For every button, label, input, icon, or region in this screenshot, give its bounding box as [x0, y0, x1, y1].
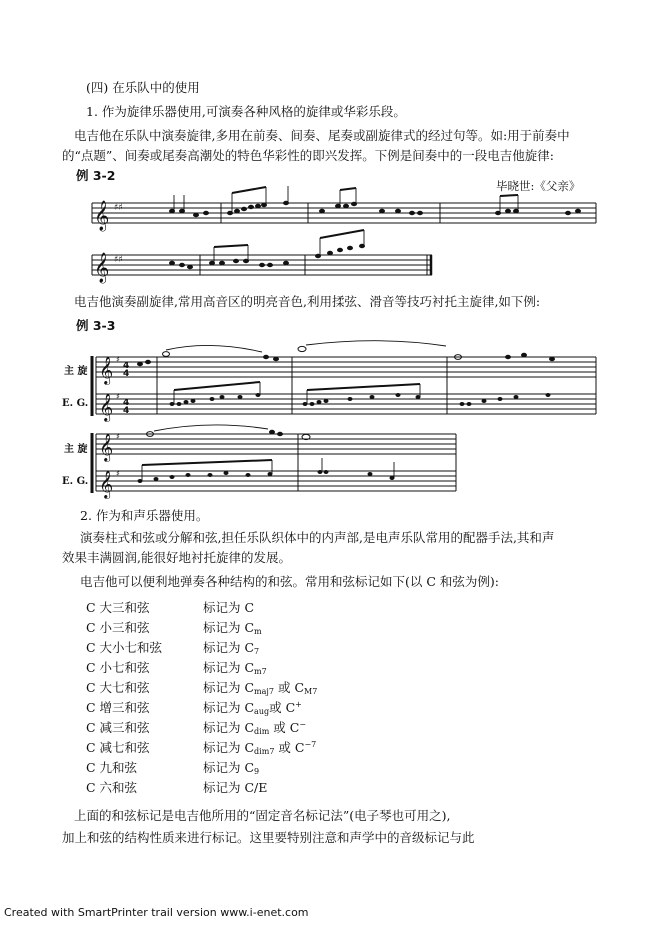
- chord-mark: 标记为 C: [203, 600, 255, 615]
- svg-text:𝄞: 𝄞: [94, 201, 110, 231]
- chord-name: C 九和弦: [86, 760, 138, 775]
- chord-mark: 标记为 $C_7$: [203, 640, 260, 656]
- chord-name: C 小七和弦: [86, 660, 150, 675]
- chord-mark: 标记为 $C_{aug}$或 C+: [203, 700, 302, 716]
- chord-name: C 小三和弦: [86, 620, 150, 635]
- example-1-source: 毕晓世:《父亲》: [496, 179, 581, 193]
- paragraph-4: 电吉他可以便利地弹奏各种结构的和弦。常用和弦标记如下(以 C 和弦为例):: [80, 574, 499, 589]
- chord-name: C 增三和弦: [86, 700, 150, 715]
- paragraph-1-line-1: 电吉他在乐队中演奏旋律,多用在前奏、间奏、尾奏或副旋律式的经过句等。如:用于前奏中: [74, 128, 570, 143]
- chord-name: C 减七和弦: [86, 740, 150, 755]
- chord-mark: 标记为 $C_{dim}$ 或 C−: [203, 720, 307, 736]
- staff-label-eg-2: E. G.: [62, 476, 89, 487]
- svg-text:♯: ♯: [116, 469, 120, 478]
- chord-mark: 标记为 $C_{m7}$: [203, 660, 267, 676]
- svg-text:♯♯: ♯♯: [114, 255, 123, 265]
- svg-text:4: 4: [123, 398, 130, 408]
- svg-text:𝄞: 𝄞: [99, 356, 114, 384]
- svg-text:𝄞: 𝄞: [99, 470, 114, 498]
- paragraph-1-line-2: 的“点题”、间奏或尾奏高潮处的特色华彩性的即兴发挥。下例是间奏中的一段电吉他旋律:: [62, 148, 554, 163]
- chord-mark: 标记为 $C_{maj7}$ 或 $C_{M7}$: [203, 680, 318, 696]
- chord-name: C 大三和弦: [86, 600, 150, 615]
- staff-label-main-2: 主 旋: [64, 444, 88, 455]
- example-2-label: 例 3-3: [76, 318, 116, 333]
- paragraph-3-line-1: 演奏柱式和弦或分解和弦,担任乐队织体中的内声部,是电声乐队常用的配器手法,其和声: [80, 530, 555, 545]
- svg-text:4: 4: [123, 369, 130, 379]
- svg-text:♯: ♯: [116, 392, 120, 401]
- chord-name: C 减三和弦: [86, 720, 150, 735]
- svg-text:𝄞: 𝄞: [94, 253, 110, 283]
- chord-name: C 大小七和弦: [86, 640, 163, 655]
- svg-text:𝄞: 𝄞: [99, 393, 114, 421]
- paragraph-2: 电吉他演奏副旋律,常用高音区的明亮音色,利用揉弦、滑音等技巧衬托主旋律,如下例:: [74, 294, 541, 309]
- chord-name: C 大七和弦: [86, 680, 150, 695]
- chord-mark: 标记为 C/E: [203, 780, 268, 795]
- staff-label-eg-1: E. G.: [62, 398, 89, 409]
- chord-mark: 标记为 $C_9$: [203, 760, 260, 776]
- svg-text:𝄞: 𝄞: [99, 433, 114, 461]
- svg-text:♯: ♯: [116, 432, 120, 441]
- svg-text:♯: ♯: [116, 355, 120, 364]
- svg-text:4: 4: [123, 406, 130, 416]
- section-heading: (四) 在乐队中的使用: [86, 80, 200, 95]
- chord-name: C 六和弦: [86, 780, 138, 795]
- item-2: 2. 作为和声乐器使用。: [80, 508, 209, 523]
- watermark-footer: Created with SmartPrinter trail version www.i-enet.com: [4, 906, 309, 919]
- item-1: 1. 作为旋律乐器使用,可演奏各种风格的旋律或华彩乐段。: [86, 104, 406, 119]
- chord-mark: 标记为 $C_{dim7}$ 或 $C^{-7}$: [203, 740, 317, 756]
- staff-label-main-1: 主 旋: [64, 366, 88, 377]
- paragraph-5-line-1: 上面的和弦标记是电吉他所用的“固定音名标记法”(电子琴也可用之),: [74, 808, 451, 823]
- paragraph-5-line-2: 加上和弦的结构性质来进行标记。这里要特别注意和声学中的音级标记与此: [62, 830, 475, 845]
- paragraph-3-line-2: 效果丰满圆润,能很好地衬托旋律的发展。: [62, 550, 291, 565]
- example-1-label: 例 3-2: [76, 168, 116, 183]
- svg-text:♯♯: ♯♯: [114, 203, 123, 213]
- svg-text:4: 4: [123, 361, 130, 371]
- chord-mark: 标记为 $C_m$: [203, 620, 262, 636]
